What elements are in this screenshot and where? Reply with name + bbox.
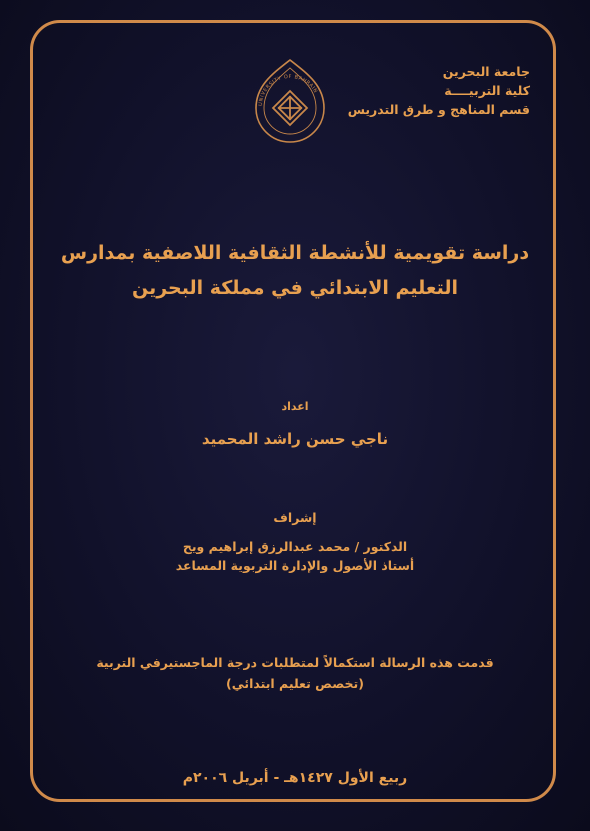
department-name: قسم المناهج و طرق التدريس xyxy=(347,102,530,117)
submission-line-1: قدمت هذه الرسالة استكمالاً لمتطلبات درجة الماجستيرفي التربية xyxy=(96,655,494,670)
institution-block xyxy=(348,62,530,119)
author-name: ناجي حسن راشد المحميد xyxy=(201,430,389,448)
supervision-block xyxy=(0,508,590,575)
title-line-1: دراسة تقويمية للأنشطة الثقافية اللاصفية بمدارس xyxy=(60,242,530,264)
university-seal-icon xyxy=(250,56,330,146)
submission-line-2: (تخصص تعليم ابتدائي) xyxy=(226,676,364,691)
supervision-label: إشراف xyxy=(273,510,317,525)
submission-date: ربيع الأول ١٤٢٧هـ - أبريل ٢٠٠٦م xyxy=(182,770,408,786)
title-line-2: التعليم الابتدائي في مملكة البحرين xyxy=(131,277,459,299)
supervisor-name: الدكتور / محمد عبدالرزق إبراهيم ويح xyxy=(182,539,408,554)
thesis-title xyxy=(0,236,590,306)
university-name: جامعة البحرين xyxy=(442,64,530,79)
submission-note xyxy=(0,652,590,694)
svg-text:UNIVERSITY OF BAHRAIN: UNIVERSITY OF BAHRAIN xyxy=(257,73,319,107)
author-label: اعداد xyxy=(281,400,309,413)
college-name: كلية التربيــــة xyxy=(444,83,530,98)
supervisor-title: أستاذ الأصول والإدارة التربوية المساعد xyxy=(175,558,415,573)
